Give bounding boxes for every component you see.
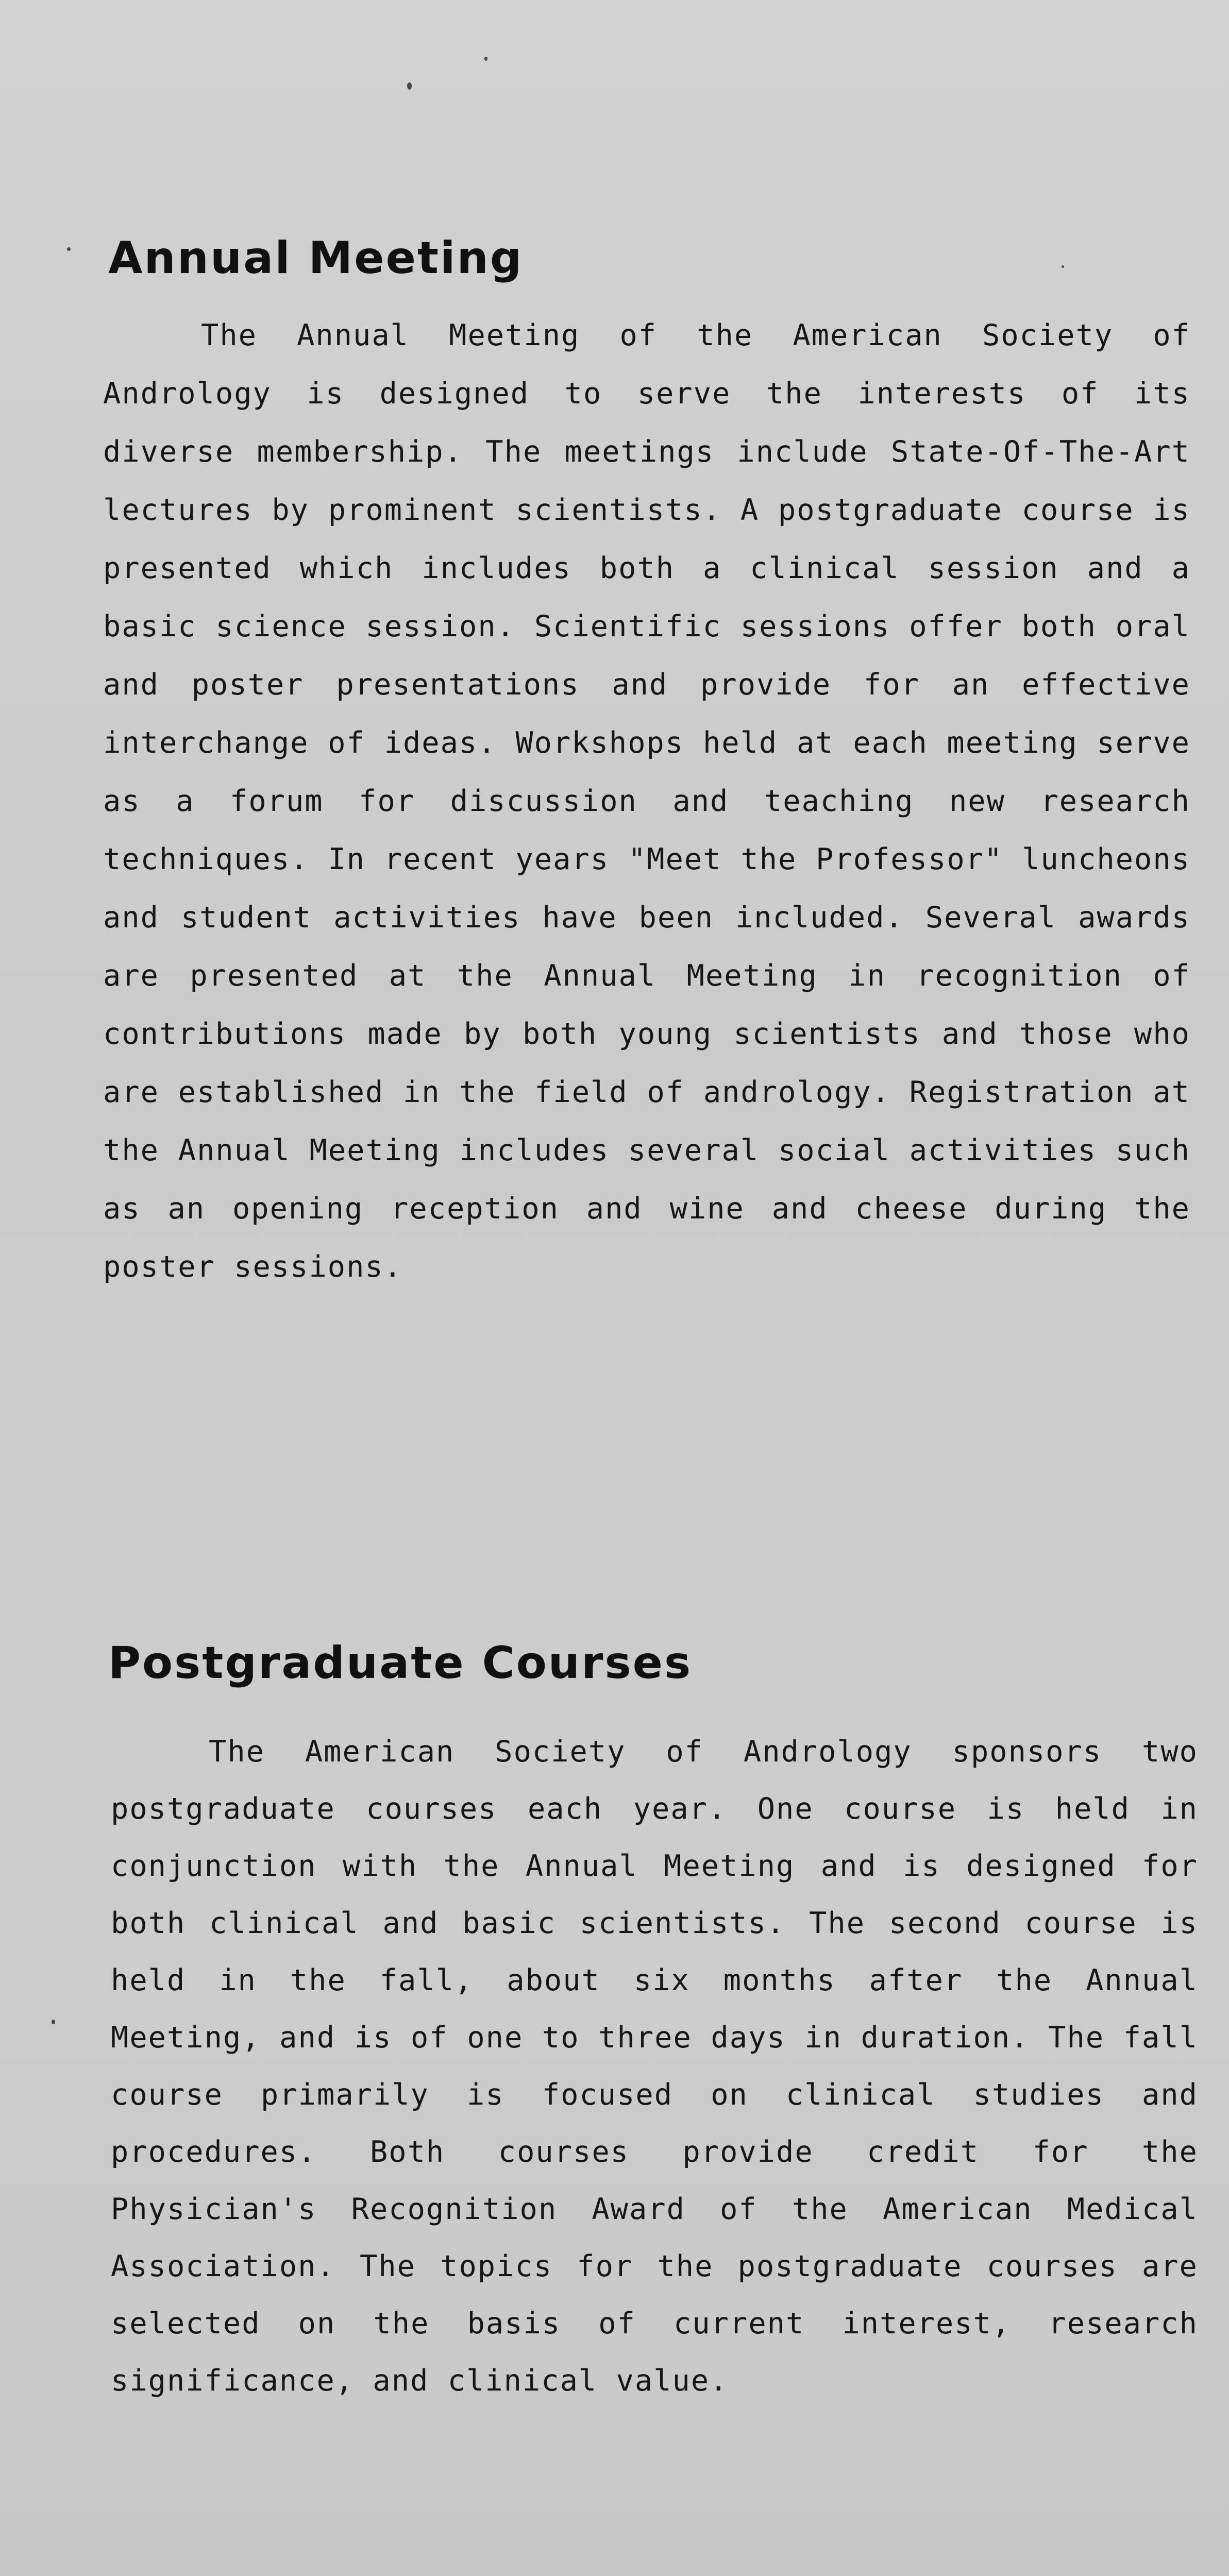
annual-meeting-paragraph: The Annual Meeting of the American Society of Andrology is designed to serve the interests of its diverse membership. The meetings include State-Of-The-Art lectures by prominent scientists. A postgraduate course is presented which includes both a clinical session and a basic science session. Scientific sessions offer both oral and poster presentations and provide for an effective interchange of ideas. Workshops held at each meeting serve as a forum for discussion and teaching new research techniques. In recent years "Meet the Professor" luncheons and student activities have been included. Several awards are presented at the Annual Meeting in recognition of contributions made by both young scientists and those who are established in the field of andrology. Registration at the Annual Meeting includes several social activities such as an opening reception and wine and cheese during the poster sessions. <box>103 318 1190 1284</box>
scan-speck <box>1062 265 1064 268</box>
scan-speck <box>52 2020 55 2024</box>
scan-speck <box>484 57 487 61</box>
postgraduate-courses-heading: Postgraduate Courses <box>108 1637 693 1689</box>
postgraduate-courses-paragraph: The American Society of Andrology sponsors two postgraduate courses each year. One course is held in conjunction with the Annual Meeting and is designed for both clinical and basic scientists. The second course is held in the fall, about six months after the Annual Meeting, and is of one to three days in duration. The fall course primarily is focused on clinical studies and procedures. Both courses provide credit for the Physician's Recognition Award of the American Medical Association. The topics for the postgraduate courses are selected on the basis of current interest, research significance, and clinical value. <box>111 1735 1198 2398</box>
scan-speck <box>407 82 412 90</box>
annual-meeting-heading: Annual Meeting <box>108 232 524 284</box>
scan-speck <box>67 247 71 251</box>
